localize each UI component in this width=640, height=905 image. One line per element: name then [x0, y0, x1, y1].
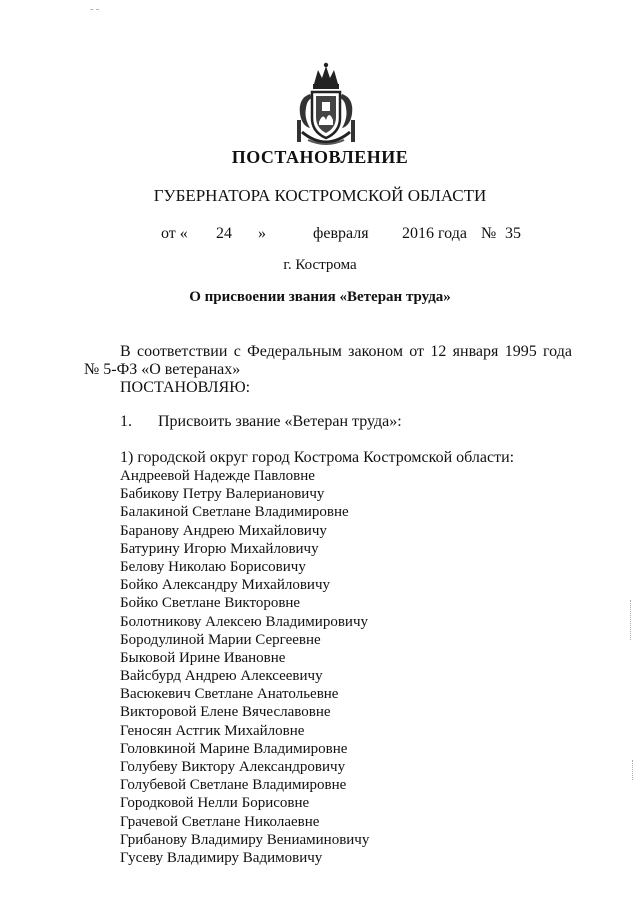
- document-issuer: ГУБЕРНАТОРА КОСТРОМСКОЙ ОБЛАСТИ: [153, 186, 487, 205]
- preamble-word: с: [233, 343, 241, 360]
- document-subject: О присвоении звания «Ветеран труда»: [189, 289, 451, 305]
- list-item: Баранову Андрею Михайловичу: [120, 522, 327, 539]
- preamble-word: соответствии: [136, 343, 228, 360]
- list-item: Грачевой Светлане Николаевне: [120, 813, 320, 830]
- list-item: Головкиной Марине Владимировне: [120, 740, 348, 757]
- list-item: Грибанову Владимиру Вениаминовичу: [120, 831, 370, 848]
- list-item: Белову Николаю Борисовичу: [120, 558, 306, 575]
- list-item: Бородулиной Марии Сергеевне: [120, 631, 321, 648]
- scan-artifact: [632, 760, 633, 780]
- list-item: Болотникову Алексею Владимировичу: [120, 613, 368, 630]
- document-city: г. Кострома: [283, 257, 357, 273]
- date-prefix: от «: [161, 225, 188, 242]
- item-number: 1.: [120, 413, 132, 430]
- preamble-word: законом: [348, 343, 403, 360]
- date-day: 24: [216, 225, 232, 242]
- awardee-list: [120, 467, 369, 867]
- section-heading: 1) городской округ город Кострома Костромской области:: [120, 449, 515, 466]
- list-item: Андреевой Надежде Павловне: [120, 468, 315, 484]
- preamble-word: В: [120, 343, 131, 360]
- preamble-word: 12: [430, 343, 447, 360]
- date-month: февраля: [313, 225, 369, 242]
- date-year: 2016 года: [402, 225, 467, 242]
- list-item: Балакиной Светлане Владимировне: [120, 504, 349, 521]
- preamble-word: Федеральным: [247, 343, 342, 360]
- date-close-quote: »: [258, 225, 266, 242]
- document-number-label: №: [481, 225, 497, 242]
- preamble-word: года: [543, 343, 572, 360]
- document-number: 35: [505, 225, 521, 242]
- list-item: Голубевой Светлане Владимировне: [120, 777, 347, 794]
- preamble-word: января: [452, 343, 499, 360]
- scan-artifact: [630, 600, 631, 640]
- preamble-word: от: [409, 343, 425, 360]
- list-item: Бабикову Петру Валериановичу: [120, 486, 325, 503]
- list-item: Городковой Нелли Борисовне: [120, 795, 310, 812]
- list-item: Голубеву Виктору Александровичу: [120, 759, 346, 775]
- list-item: Гусеву Владимиру Вадимовичу: [120, 849, 323, 866]
- list-item: Быковой Ирине Ивановне: [120, 649, 286, 666]
- kostroma-coat-of-arms-icon: [288, 62, 364, 154]
- list-item: Викторовой Елене Вячеславовне: [120, 704, 331, 721]
- preamble-word: 1995: [504, 343, 537, 360]
- decree-keyword: ПОСТАНОВЛЯЮ:: [120, 379, 251, 396]
- preamble-line-2: № 5-ФЗ «О ветеранах»: [84, 361, 241, 378]
- preamble-line-1: [120, 343, 572, 361]
- list-item: Батурину Игорю Михайловичу: [120, 540, 319, 557]
- list-item: Вайсбурд Андрею Алексеевичу: [120, 668, 323, 685]
- list-item: Бойко Светлане Викторовне: [120, 595, 301, 612]
- document-title: ПОСТАНОВЛЕНИЕ: [231, 147, 409, 167]
- list-item: Васюкевич Светлане Анатольевне: [120, 686, 339, 703]
- list-item: Геносян Астгик Михайловне: [120, 722, 305, 739]
- item-text: Присвоить звание «Ветеран труда»:: [158, 413, 402, 430]
- scan-artifact: - -: [90, 4, 100, 15]
- list-item: Бойко Александру Михайловичу: [120, 577, 331, 594]
